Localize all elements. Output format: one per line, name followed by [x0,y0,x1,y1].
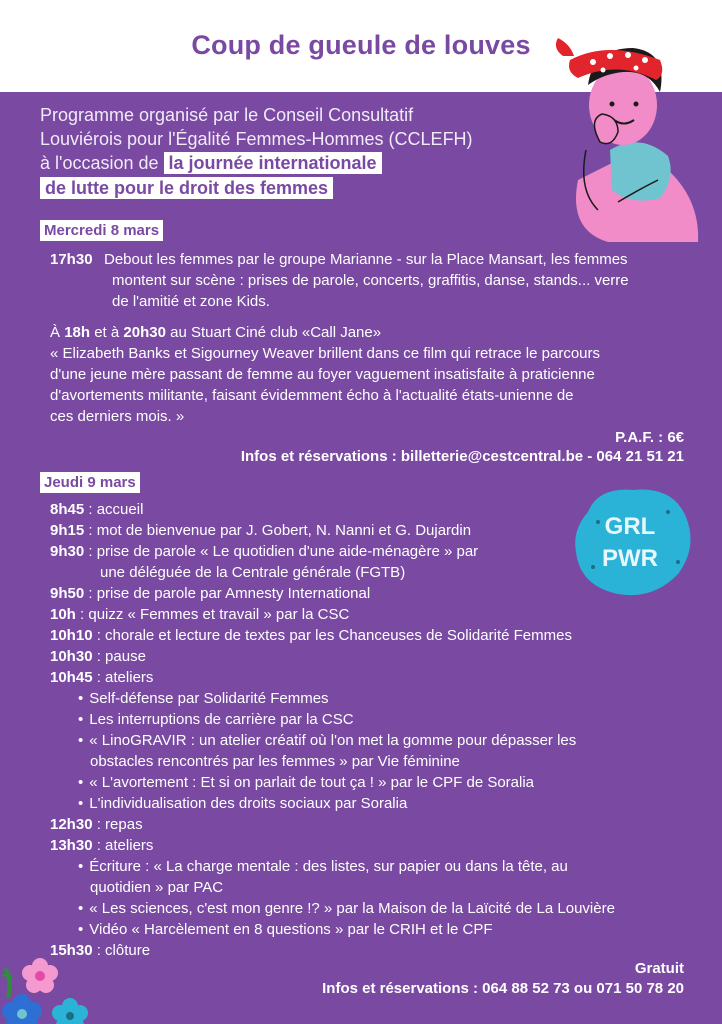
intro-line-3: à l'occasion de [40,153,164,173]
highlight-lutte: de lutte pour le droit des femmes [40,177,333,199]
schedule-item: 9h50 : prise de parole par Amnesty International [50,585,371,602]
event-text-line: montent sur scène : prises de parole, concerts, graffitis, danse, stands... verre [112,272,629,289]
workshop-item: • Vidéo « Harcèlement en 8 questions » par le CRIH et le CPF [78,920,493,939]
gratuit-label: Gratuit [634,960,684,977]
schedule-item: 13h30 : ateliers [50,837,154,854]
workshop-item: • « L'avortement : Et si on parlait de tout ça ! » par le CPF de Soralia [78,773,534,792]
schedule-item: 10h30 : pause [50,648,146,665]
schedule-item: 10h : quizz « Femmes et travail » par la CSC [50,606,350,623]
workshop-item: • Self-défense par Solidarité Femmes [78,689,329,708]
paf-price: P.A.F. : 6€ [615,429,684,446]
film-description: d'une jeune mère passant de femme au foyer vaguement insatisfaite à praticienne [50,366,595,383]
page-title: Coup de gueule de louves [191,30,531,60]
intro-line-1: Programme organisé par le Conseil Consultatif [40,105,414,125]
intro-line-2: Louviérois pour l'Égalité Femmes-Hommes (CCLEFH) [40,129,473,149]
event-time: 17h30 [50,251,93,268]
day-label-jeudi: Jeudi 9 mars [40,472,140,493]
infos-reservations-2: Infos et réservations : 064 88 52 73 ou 071 50 78 20 [322,980,684,997]
schedule-item: 12h30 : repas [50,816,143,833]
workshop-item: • « Les sciences, c'est mon genre !? » par la Maison de la Laïcité de La Louvière [78,899,615,918]
workshop-item: • L'individualisation des droits sociaux par Soralia [78,794,407,813]
infos-reservations-1: Infos et réservations : billetterie@cestcentral.be - 064 21 51 21 [240,448,684,465]
svg-text:PWR: PWR [602,545,658,572]
intro-text [40,103,560,201]
event-text-line: Debout les femmes par le groupe Marianne - sur la Place Mansart, les femmes [104,251,628,268]
film-description: d'avortements militante, faisant évidemment écho à l'actualité états-unienne de [50,387,574,404]
flowers-decoration-icon [0,948,110,1024]
workshop-item: • Écriture : « La charge mentale : des listes, sur papier ou dans la tête, au [78,857,684,876]
workshop-item: obstacles rencontrés par les femmes » par Vie féminine [90,753,460,770]
schedule-item: 9h15 : mot de bienvenue par J. Gobert, N. Nanni et G. Dujardin [50,522,472,539]
workshop-item: • Les interruptions de carrière par la CSC [78,710,354,729]
highlight-journee: la journée internationale [164,152,382,174]
schedule-item: 15h30 : clôture [50,942,151,959]
schedule-item: 10h45 : ateliers [50,669,154,686]
workshop-item: • « LinoGRAVIR : un atelier créatif où l'on met la gomme pour dépasser les [78,731,684,750]
woman-illustration [548,30,708,245]
svg-text:GRL: GRL [604,513,656,540]
event-text-line: de l'amitié et zone Kids. [112,293,270,310]
schedule-item: 8h45 : accueil [50,501,144,518]
schedule-item: 10h10 : chorale et lecture de textes par les Chanceuses de Solidarité Femmes [50,627,572,644]
schedule-item: une déléguée de la Centrale générale (FGTB) [100,564,406,581]
day-label-mercredi: Mercredi 8 mars [40,220,163,241]
workshop-item: quotidien » par PAC [90,879,224,896]
schedule-item: 9h30 : prise de parole « Le quotidien d'une aide-ménagère » par [50,543,479,560]
film-description: ces derniers mois. » [50,408,185,425]
film-line: À 18h et à 20h30 au Stuart Ciné club «Call Jane» [50,324,382,341]
grl-pwr-badge-icon [568,482,698,602]
film-description: « Elizabeth Banks et Sigourney Weaver brillent dans ce film qui retrace le parcours [50,345,600,362]
